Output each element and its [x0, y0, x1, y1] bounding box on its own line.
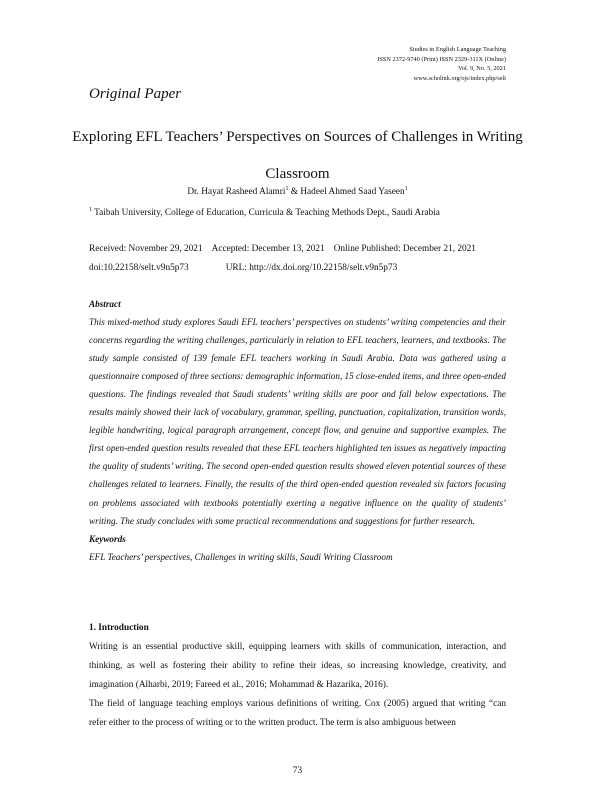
introduction-paragraph: Writing is an essential productive skill, equipping learners with skills of communication, interaction, and thinking, as well as fostering their ability to refine their ideas, so increasing knowledge, creativity, and imagination (Alharbi, 2019; Fareed et al., 2016; Mohammad & Hazarika, 2016).: [89, 642, 506, 690]
affiliation-text: Taibah University, College of Education, Curricula & Teaching Methods Dept., Saudi Arabia: [92, 208, 440, 219]
author-affiliation-mark: 1: [404, 186, 408, 192]
affiliation-mark: 1: [89, 207, 92, 213]
accepted-date: Accepted: December 13, 2021: [211, 244, 325, 254]
section-label: Original Paper: [89, 86, 182, 102]
author-line: [60, 186, 535, 197]
journal-header: [377, 45, 506, 83]
introduction-heading: 1. Introduction: [89, 623, 149, 633]
abstract: [89, 295, 506, 566]
keywords-heading: Keywords: [89, 533, 126, 544]
keywords-text: EFL Teachers’ perspectives, Challenges in writing skills, Saudi Writing Classroom: [89, 551, 393, 562]
received-date: Received: November 29, 2021: [89, 244, 203, 254]
author-separator: &: [288, 187, 301, 198]
affiliation: [89, 207, 440, 218]
abstract-text: This mixed-method study explores Saudi EFL teachers’ perspectives on students’ writing competencies and their concerns regarding the writing challenges, particularly in relation to EFL teachers, learners, and textbooks. The study sample consisted of 139 female EFL teachers working in Saudi Arabia. Data was gathered using a questionnaire composed of three sections: demographic information, 15 close-ended items, and three open-ended questions. The findings revealed that Saudi students’ writing skills are poor and fall below expectations. The results mainly showed their lack of vocabulary, grammar, spelling, punctuation, capitalization, transition words, legible handwriting, logical paragraph arrangement, concept flow, and genuine and supportive examples. The first open-ended question results revealed that these EFL teachers highlighted ten issues as negatively impacting the quality of students’ writing. The second open-ended question results showed eleven potential sources of these challenges related to learners. Finally, the results of the third open-ended question revealed six factors focusing on problems associated with textbooks potentially exerting a negative influence on the quality of students’ writing. The study concludes with some practical recommendations and suggestions for further research.: [89, 317, 506, 526]
published-date: Online Published: December 21, 2021: [333, 244, 476, 254]
author-name: Hadeel Ahmed Saad Yaseen: [300, 187, 405, 198]
paper-title: Exploring EFL Teachers’ Perspectives on Sources of Challenges in Writing Classroom: [72, 129, 523, 182]
journal-volume: Vol. 9, No. 5, 2021: [458, 65, 506, 73]
journal-issn: ISSN 2372-9740 (Print) ISSN 2329-311X (Online): [377, 55, 506, 63]
journal-website: www.scholink.org/ojs/index.php/selt: [413, 74, 506, 82]
publication-dates: [89, 240, 506, 278]
author-name: Dr. Hayat Rasheed Alamri: [187, 187, 286, 198]
doi: doi:10.22158/selt.v9n5p73: [89, 263, 189, 273]
page-number: 73: [292, 766, 303, 776]
abstract-heading: Abstract: [89, 299, 121, 309]
journal-name: Studies in English Language Teaching: [409, 46, 506, 53]
introduction-paragraph: The field of language teaching employs various definitions of writing. Cox (2005) argued that writing “can refer either to the process of writing or to the written product. The term is also ambiguous between: [89, 699, 506, 728]
introduction-section: [89, 619, 506, 733]
doi-url-link[interactable]: URL: http://dx.doi.org/10.22158/selt.v9n5p73: [225, 263, 398, 273]
author-affiliation-mark: 1: [285, 186, 289, 192]
